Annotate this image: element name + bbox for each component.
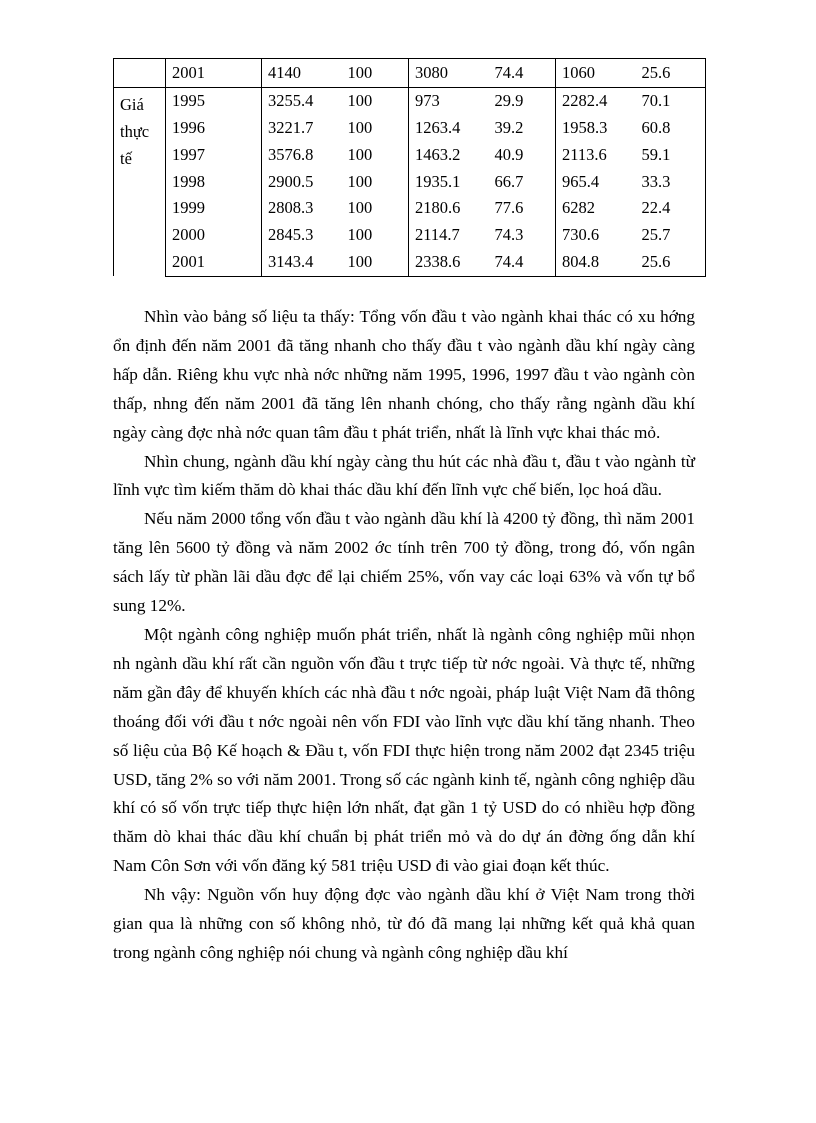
paragraph: Nhìn vào bảng số liệu ta thấy: Tổng vốn đầu t vào ngành khai thác có xu hớng ổn định đến năm 2001 đã tăng nhanh cho thấy đầu t vào ngành dầu khí ngày càng hấp dẫn. Riêng khu vực nhà nớc những năm 1995, 1996, 1997 đầu t vào ngành còn thấp, nhng đến năm 2001 đã tăng lên nhanh chóng, cho thấy rằng ngành dầu khí ngày càng đợc nhà nớc quan tâm đầu t phát triển, nhất là lĩnh vực khai thác mỏ.: [113, 307, 695, 442]
table-cell-a-pct: 39.2: [489, 115, 556, 142]
table-cell-year: 2001: [166, 59, 262, 88]
table-row: [114, 222, 706, 249]
table-cell-a-pct: 40.9: [489, 142, 556, 169]
table-cell-total: 3255.4: [262, 88, 342, 115]
table-cell-total: 2900.5: [268, 171, 314, 191]
table-cell-a: 1935.1: [415, 171, 461, 191]
table-cell-total: 4140: [262, 59, 342, 88]
table-cell-a: 2338.6: [409, 249, 489, 276]
table-cell-a: 973: [409, 88, 489, 115]
table-cell-b: 2282.4: [556, 88, 636, 115]
table-cell-a: 3080: [409, 59, 489, 88]
table-cell-a: 1463.2: [415, 144, 461, 164]
table-cell-a-pct: 74.4: [489, 249, 556, 276]
table-cell-b: 965.4: [562, 171, 600, 191]
table-cell-year: 1999: [166, 195, 262, 222]
table-cell-total-pct: 100: [342, 88, 409, 115]
table-cell-year: 1997: [166, 142, 262, 169]
table-cell-year: 2001: [166, 249, 262, 276]
body-text: [113, 303, 695, 968]
table-cell-b: 730.6: [562, 225, 600, 245]
table-cell-total: 3576.8: [268, 144, 314, 164]
paragraph: Nếu năm 2000 tổng vốn đầu t vào ngành dầu khí là 4200 tỷ đồng, thì năm 2001 tăng lên 5600 tỷ đồng và năm 2002 ớc tính trên 700 tỷ đồng, trong đó, vốn ngân sách lấy từ phần lãi dầu đợc để lại chiếm 25%, vốn vay các loại 63% và vốn tự bổ sung 12%.: [113, 509, 695, 616]
table-cell-total-pct: 100: [342, 142, 409, 169]
table-cell-total: 3143.4: [262, 249, 342, 276]
table-row: [114, 88, 706, 115]
paragraph: Một ngành công nghiệp muốn phát triển, nhất là ngành công nghiệp mũi nhọn nh ngành dầu khí rất cần nguồn vốn đầu t trực tiếp từ nớc ngoài. Và thực tế, những năm gần đây để khuyến khích các nhà đầu t nớc ngoài, pháp luật Việt Nam đã thông thoáng đối với đầu t nớc ngoài nên vốn FDI vào lĩnh vực dầu khí tăng nhanh. Theo số liệu của Bộ Kế hoạch & Đầu t, vốn FDI thực hiện trong năm 2002 đạt 2345 triệu USD, tăng 2% so với năm 2001. Trong số các ngành kinh tế, ngành công nghiệp dầu khí có số vốn trực tiếp thực hiện lớn nhất, đạt gần 1 tỷ USD do có nhiều hợp đồng thăm dò khai thác dầu khí chuẩn bị phát triển mỏ và do dự án đờng ống dẫn khí Nam Côn Sơn với vốn đăng ký 581 triệu USD đi vào giai đoạn kết thúc.: [113, 624, 695, 876]
table-cell-a-pct: 66.7: [489, 168, 556, 195]
table-cell-total-pct: 100: [342, 115, 409, 142]
table-cell-a: 1263.4: [415, 117, 461, 137]
table-cell-total-pct: 100: [342, 168, 409, 195]
table-cell-b: 2113.6: [562, 144, 607, 164]
table-cell-a-pct: 77.6: [489, 195, 556, 222]
table-row: [114, 168, 706, 195]
paragraph: Nh vậy: Nguồn vốn huy động đợc vào ngành dầu khí ở Việt Nam trong thời gian qua là những con số không nhỏ, từ đó đã mang lại những kết quả khả quan trong ngành công nghiệp nói chung và ngành công nghiệp dầu khí: [113, 885, 695, 962]
table-cell-year: 1996: [166, 115, 262, 142]
paragraph: Nhìn chung, ngành dầu khí ngày càng thu hút các nhà đầu t, đầu t vào ngành từ lĩnh vực tìm kiếm thăm dò khai thác dầu khí đến lĩnh vực chế biến, lọc hoá dầu.: [113, 451, 695, 500]
table-cell-a-pct: 74.4: [489, 59, 556, 88]
table-cell-b: 6282: [562, 198, 595, 218]
table-cell-b-pct: 25.6: [636, 59, 706, 88]
table-cell-total-pct: 100: [342, 222, 409, 249]
table-cell-b-pct: 25.6: [636, 249, 706, 276]
table-cell-b: 1060: [556, 59, 636, 88]
table-row: [114, 249, 706, 276]
table-cell-total: 2808.3: [268, 198, 314, 218]
table-cell-year: 2000: [166, 222, 262, 249]
table-row: [114, 59, 706, 88]
table-row: [114, 142, 706, 169]
table-cell-total-pct: 100: [342, 249, 409, 276]
table-row: [114, 115, 706, 142]
table-cell-a: 2180.6: [415, 198, 461, 218]
investment-table: [113, 58, 706, 277]
table-cell-b-pct: 25.7: [636, 222, 706, 249]
table-cell-a-pct: 74.3: [489, 222, 556, 249]
table-cell-empty: [114, 59, 166, 88]
table-cell-b-pct: 33.3: [636, 168, 706, 195]
table-cell-total: 3221.7: [268, 117, 314, 137]
table-cell-year: 1998: [166, 168, 262, 195]
table-cell-b-pct: 59.1: [636, 142, 706, 169]
table-cell-b-pct: 60.8: [636, 115, 706, 142]
table-cell-year: 1995: [166, 88, 262, 115]
group-label-line: thực: [120, 121, 150, 141]
table-cell-total: 2845.3: [268, 225, 314, 245]
table-cell-a-pct: 29.9: [489, 88, 556, 115]
table-cell-b-pct: 22.4: [636, 195, 706, 222]
table-group-label: [114, 88, 166, 277]
table-row: [114, 195, 706, 222]
table-cell-total-pct: 100: [342, 195, 409, 222]
table-cell-b: 804.8: [556, 249, 636, 276]
group-label-line: tế: [120, 148, 132, 168]
table-cell-total-pct: 100: [342, 59, 409, 88]
table-cell-b-pct: 70.1: [636, 88, 706, 115]
group-label-line: Giá: [120, 95, 144, 114]
table-cell-b: 1958.3: [562, 117, 608, 137]
table-cell-a: 2114.7: [415, 225, 460, 245]
